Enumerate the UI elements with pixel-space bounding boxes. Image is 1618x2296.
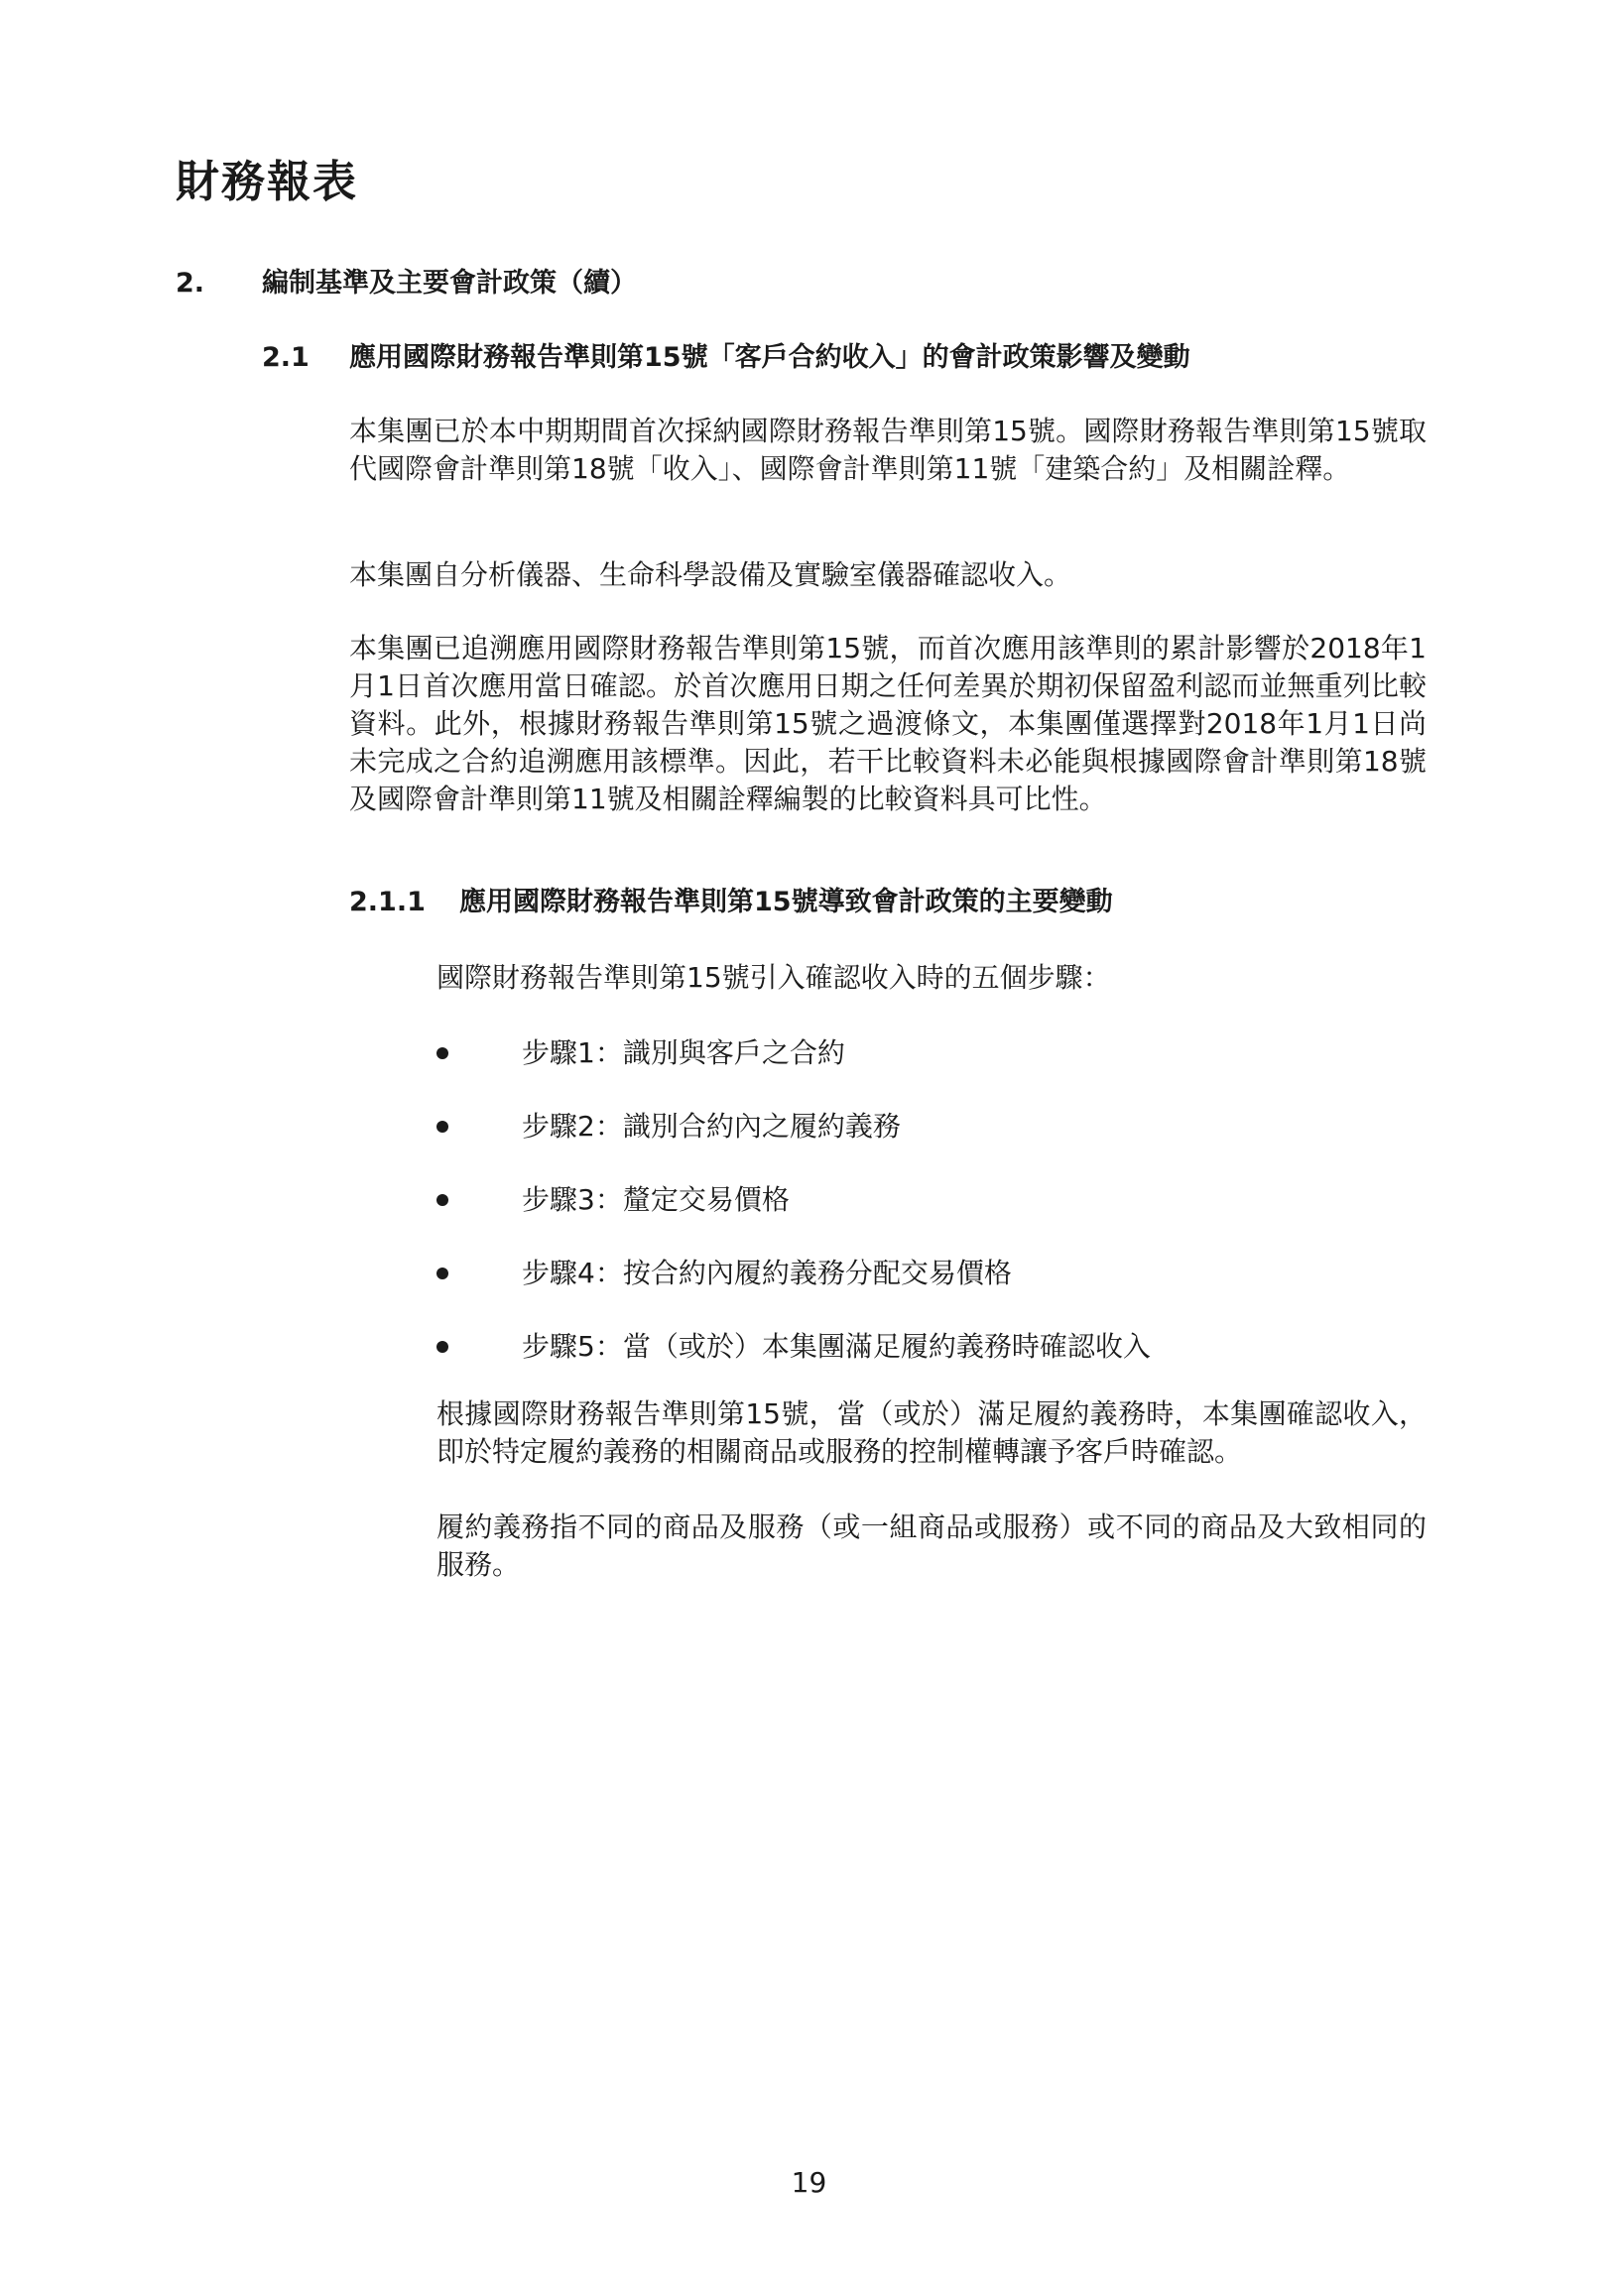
paragraph-recognition: 根據國際財務報告準則第15號，當（或於）滿足履約義務時，本集團確認收入，即於特定履約義務的相關商品或服務的控制權轉讓予客戶時確認。: [436, 1397, 1427, 1468]
bullet-icon: [436, 1194, 448, 1206]
section-heading: 編制基準及主要會計政策（續）: [262, 268, 637, 299]
list-item-text: 步驟1：識別與客戶之合約: [522, 1036, 845, 1069]
subsection-heading: 應用國際財務報告準則第15號「客戶合約收入」的會計政策影響及變動: [349, 342, 1190, 373]
section-number: 2.: [176, 268, 205, 299]
paragraph-revenue-sources: 本集團自分析儀器、生命科學設備及實驗室儀器確認收入。: [349, 558, 1072, 591]
list-item-text: 步驟5：當（或於）本集團滿足履約義務時確認收入: [522, 1330, 1151, 1363]
subsubsection-heading: 應用國際財務報告準則第15號導致會計政策的主要變動: [459, 887, 1113, 917]
page-title: 財務報表: [176, 157, 358, 207]
paragraph-performance-obligation: 履約義務指不同的商品及服務（或一組商品或服務）或不同的商品及大致相同的服務。: [436, 1511, 1427, 1581]
paragraph-adoption: 本集團已於本中期期間首次採納國際財務報告準則第15號。國際財務報告準則第15號取代國際會計準則第18號「收入」、國際會計準則第11號「建築合約」及相關詮釋。: [349, 415, 1427, 485]
subsection-number: 2.1: [262, 342, 310, 373]
list-item-text: 步驟2：識別合約內之履約義務: [522, 1110, 901, 1143]
paragraph-transition: 本集團已追溯應用國際財務報告準則第15號，而首次應用該準則的累計影響於2018年1月1日首次應用當日確認。於首次應用日期之任何差異於期初保留盈利認而並無重列比較資料。此外，根據財務報告準則第15號之過渡條文，本集團僅選擇對2018年1月1日尚未完成之合約追溯應用該標準。因此，若干比較資料未必能與根據國際會計準則第18號及國際會計準則第11號及相關詮釋編製的比較資料具可比性。: [349, 632, 1427, 815]
list-item-text: 步驟3：釐定交易價格: [522, 1183, 790, 1216]
subsubsection-number: 2.1.1: [349, 887, 426, 917]
bullet-icon: [436, 1268, 448, 1279]
page-number: 19: [791, 2166, 827, 2199]
paragraph-five-steps-intro: 國際財務報告準則第15號引入確認收入時的五個步驟：: [436, 961, 1111, 994]
list-item-text: 步驟4：按合約內履約義務分配交易價格: [522, 1257, 1012, 1289]
bullet-icon: [436, 1341, 448, 1353]
bullet-icon: [436, 1047, 448, 1059]
bullet-icon: [436, 1121, 448, 1133]
